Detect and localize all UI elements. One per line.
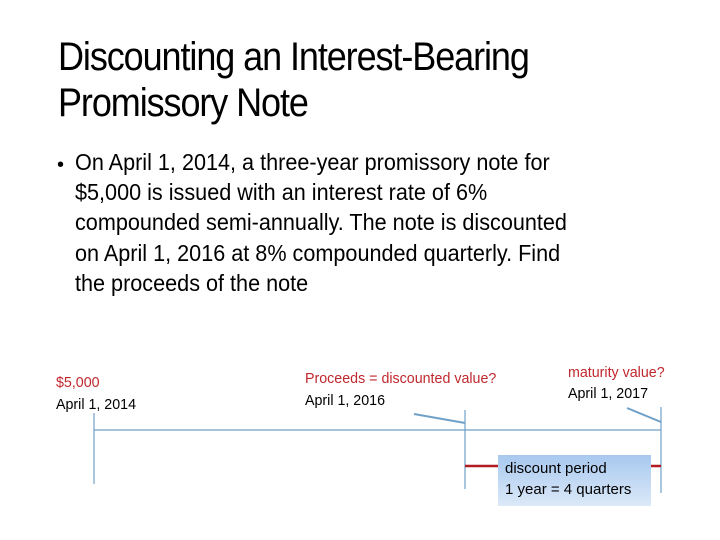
discount-period-quarters: 1 year = 4 quarters <box>505 481 632 498</box>
problem-text-line: $5,000 is issued with an interest rate of 6% <box>75 179 488 205</box>
pointer-maturity <box>627 408 661 422</box>
slide-title-line-2: Promissory Note <box>58 81 308 125</box>
pointer-discount <box>414 414 465 423</box>
maturity-value-label: maturity value? <box>568 364 665 381</box>
bullet-marker: • <box>57 154 65 176</box>
start-date-label: April 1, 2014 <box>56 396 137 413</box>
discount-period-box <box>498 455 651 506</box>
proceeds-label: Proceeds = discounted value? <box>305 370 497 387</box>
problem-text-line: the proceeds of the note <box>75 270 309 296</box>
discount-period-label: discount period <box>505 460 607 477</box>
slide-title-line-1: Discounting an Interest-Bearing <box>58 35 529 79</box>
problem-text-line: compounded semi-annually. The note is discounted <box>75 209 567 235</box>
discount-date-label: April 1, 2016 <box>305 392 386 409</box>
problem-text-line: on April 1, 2016 at 8% compounded quarterly. Find <box>75 240 561 266</box>
start-value-label: $5,000 <box>56 374 100 391</box>
problem-text-line: On April 1, 2014, a three-year promissory note for <box>75 149 550 175</box>
maturity-date-label: April 1, 2017 <box>568 385 649 402</box>
